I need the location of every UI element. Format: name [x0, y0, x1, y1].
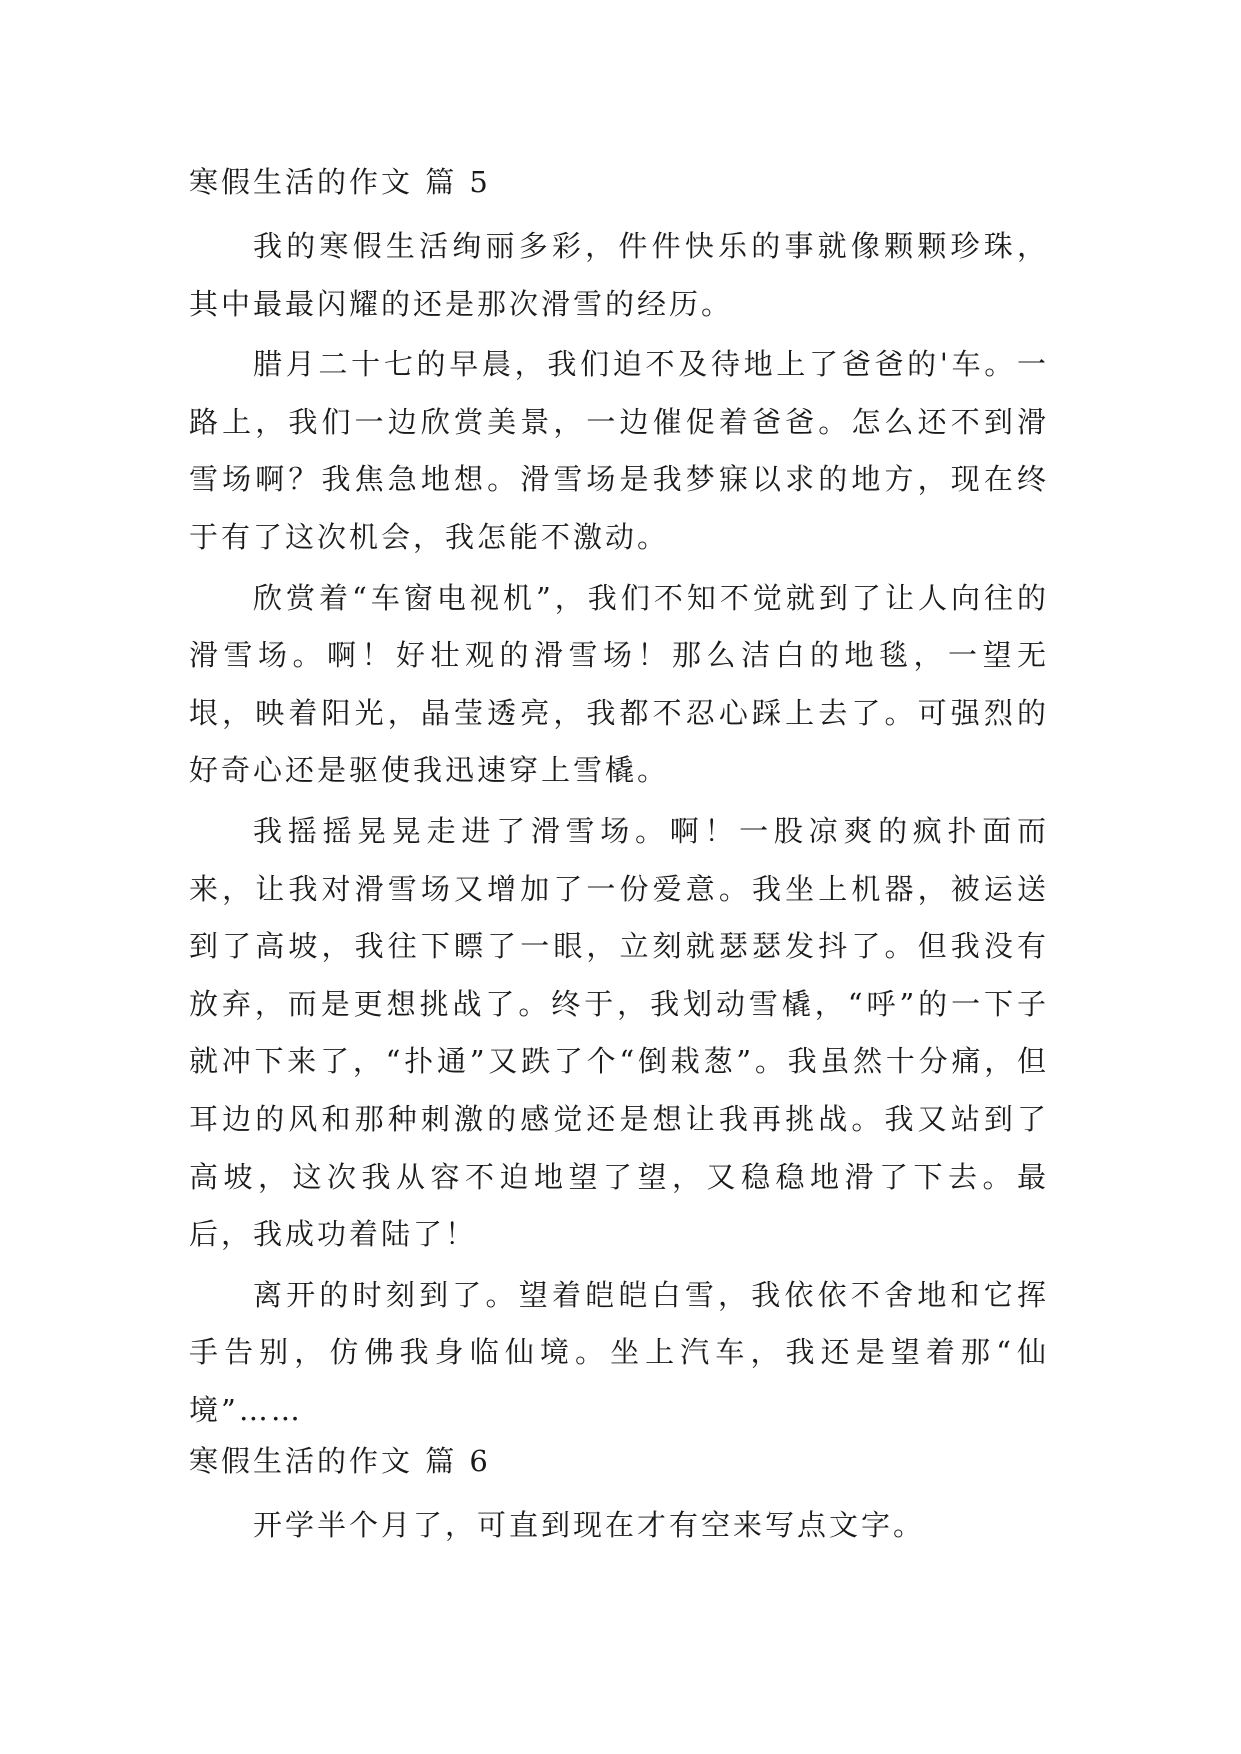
- paragraph: 我摇摇晃晃走进了滑雪场。啊！一股凉爽的疯扑面而来，让我对滑雪场又增加了一份爱意。我坐上机器，被运送到了高坡，我往下瞟了一眼，立刻就瑟瑟发抖了。但我没有放弃，而是更想挑战了。终于，我划动雪橇，“呼”的一下子就冲下来了，“扑通”又跌了个“倒栽葱”。我虽然十分痛，但耳边的风和那种刺激的感觉还是想让我再挑战。我又站到了高坡，这次我从容不迫地望了望，又稳稳地滑了下去。最后，我成功着陆了！: [189, 813, 1049, 1252]
- paragraph: 开学半个月了，可直到现在才有空来写点文字。: [253, 1508, 926, 1543]
- paragraph: 腊月二十七的早晨，我们迫不及待地上了爸爸的'车。一路上，我们一边欣赏美景，一边催促着爸爸。怎么还不到滑雪场啊？我焦急地想。滑雪场是我梦寐以求的地方，现在终于有了这次机会，我怎能不激动。: [189, 347, 1049, 554]
- paragraph: 我的寒假生活绚丽多彩，件件快乐的事就像颗颗珍珠，其中最最闪耀的还是那次滑雪的经历。: [189, 229, 1049, 321]
- document-body: [189, 160, 1049, 1558]
- paragraph: 离开的时刻到了。望着皑皑白雪，我依依不舍地和它挥手告别，仿佛我身临仙境。坐上汽车，我还是望着那“仙境”……: [189, 1277, 1049, 1427]
- section-heading: 寒假生活的作文 篇 6: [189, 1444, 491, 1479]
- section-heading: 寒假生活的作文 篇 5: [189, 165, 491, 199]
- paragraph: 欣赏着“车窗电视机”，我们不知不觉就到了让人向往的滑雪场。啊！好壮观的滑雪场！那么洁白的地毯，一望无垠，映着阳光，晶莹透亮，我都不忍心踩上去了。可强烈的好奇心还是驱使我迅速穿上雪橇。: [189, 580, 1049, 788]
